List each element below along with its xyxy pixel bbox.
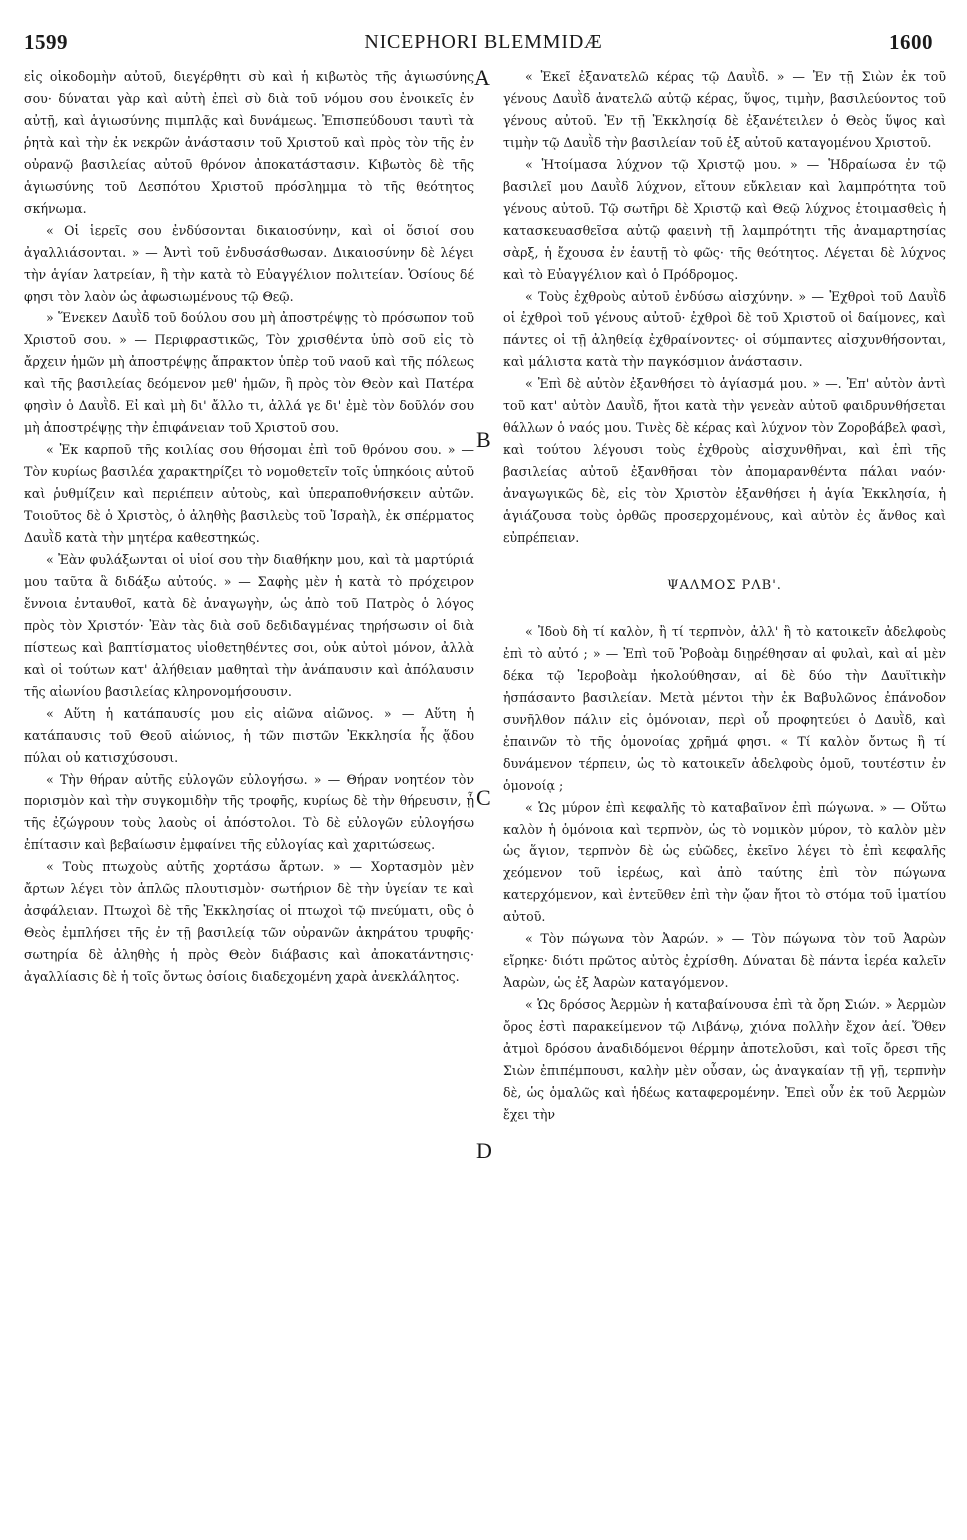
margin-marker-c: C (476, 785, 491, 810)
paragraph: « Ἐκ καρποῦ τῆς κοιλίας σου θήσομαι ἐπὶ τοῦ θρόνου σου. » — Τὸν κυρίως βασιλέα χαρακτηρίζει τὸ νομοθετεῖν τοῖς ὑπηκόοις αὐτοῦ καὶ ῥυθμίζειν καὶ περιέπειν αὐτοὺς, καὶ ὑπεραποθνήσκειν αὐτῶν. Τοιοῦτος δὲ ὁ Χριστὸς, ὁ ἀληθὴς βασιλεὺς τοῦ Ἰσραὴλ, ἐκ σπέρματος Δαυῒδ κατὰ τὴν μητέρα καθεστηκώς. (24, 442, 474, 546)
page-header (0, 0, 967, 62)
paragraph: « Ἐκεῖ ἐξανατελῶ κέρας τῷ Δαυῒδ. » — Ἐν τῇ Σιὼν ἐκ τοῦ γένους Δαυῒδ ἀνατελῶ αὐτῷ κέρας, ὕψος, τιμὴν, βασιλεύοντος τοῦ γένους αὐτοῦ. Ἐν τῇ Ἐκκλησίᾳ δὲ ἐξανέτειλεν ὁ Θεὸς ὕψος καὶ τιμὴν τῷ Δαυῒδ τὴν βασιλείαν τοῦ ἐξ αὐτοῦ καταγομένου Χριστοῦ. (503, 69, 946, 150)
page-number-right: 1600 (889, 30, 933, 54)
margin-marker-a: A (474, 65, 490, 90)
paragraph: « Οἱ ἱερεῖς σου ἐνδύσονται δικαιοσύνην, καὶ οἱ ὅσιοί σου ἀγαλλιάσονται. » — Ἀντὶ τοῦ ἐνδυσάσθωσαν. Δικαιοσύνην δὲ λέγει τὴν ἁγίαν λατρείαν, ἢ τὴν κατὰ τὸ Εὐαγγέλιον πολιτείαν. Ὁσίους δέ φησι τὸν λαὸν ὡς ἀφωσιωμένους τῷ Θεῷ. (24, 222, 474, 304)
paragraph: « Ἐὰν φυλάξωνται οἱ υἱοί σου τὴν διαθήκην μου, καὶ τὰ μαρτύριά μου ταῦτα ἃ διδάξω αὐτούς. » — Σαφὴς μὲν ἡ κατὰ τὸ πρόχειρον ἔννοια ἐνταυθοῖ, κατὰ δὲ ἀναγωγὴν, ὡς ἀπὸ τοῦ Πατρὸς ὁ λόγος πρὸς τὸν Χριστόν· Ἐὰν τὰς διὰ σοῦ δεδιδαγμένας τηρήσωσιν οἱ διὰ πίστεως καὶ βαπτίσματος υἱοθετηθέντες σοι, οὐκ αὐτοὶ μόνον, ἀλλὰ καὶ οἱ τούτων κατ' ἀλήθειαν μαθηταὶ τὴν ἀνάπαυσιν καὶ ἀπόλαυσιν τῆς αἰωνίου βασιλείας κληρονομήσουσιν. (24, 551, 474, 699)
paragraph: « Ἰδοὺ δὴ τί καλὸν, ἢ τί τερπνὸν, ἀλλ' ἢ τὸ κατοικεῖν ἀδελφοὺς ἐπὶ τὸ αὐτό ; » — Ἐπὶ τοῦ Ῥοβοὰμ διῃρέθησαν αἱ φυλαὶ, καὶ αἱ μὲν δέκα τῷ Ἱεροβοὰμ ἠκολούθησαν, αἱ δὲ δύο τὴν Δαυϊτικὴν ἠσπάσαντο βασιλείαν. Μετὰ μέντοι τὴν ἐκ Βαβυλῶνος ἐπάνοδον συνῆλθον πάλιν εἰς ὁμόνοιαν, περὶ οὗ προφητεύει ὁ Δαυῒδ, καὶ ἐπαινῶν τὸ τῆς ὁμονοίας χρῆμά φησι. « Τί καλὸν ὄντως ἢ τί δυνάμενον τέρπειν, ὡς τὸ κατοικεῖν ἀδελφοὺς ὁμοῦ, τουτέστιν ἐν ὁμονοίᾳ ; (503, 623, 946, 793)
paragraph: « Τοὺς πτωχοὺς αὐτῆς χορτάσω ἄρτων. » — Χορτασμὸν μὲν ἄρτων λέγει τὸν ἁπλῶς πλουτισμὸν· σωτήριον δὲ τὴν ὑγείαν τε καὶ ἀσφάλειαν. Πτωχοὶ δὲ τῆς Ἐκκλησίας οἱ πτωχοὶ τῷ πνεύματι, οὓς ὁ Θεὸς ἐμπλήσει τῆς ἐν τῇ βασιλείᾳ τῶν οὐρανῶν ἀκηράτου τρυφῆς· σωτηρία δὲ ἀληθὴς ἡ πρὸς Θεὸν διάβασις καὶ ἀποκατάντησις· ἀγαλλίασις δὲ ἡ τοῖς ὄντως ὁσίοις διαδεχομένη χαρὰ ἀνεκλάλητος. (24, 859, 474, 985)
margin-marker-b: B (476, 427, 491, 452)
right-column (503, 66, 946, 1126)
paragraph: « Ὡς δρόσος Ἀερμὼν ἡ καταβαίνουσα ἐπὶ τὰ ὄρη Σιών. » Ἀερμὼν ὄρος ἐστὶ παρακείμενον τῷ Λιβάνῳ, χιόνα πολλὴν ἔχον ἀεί. Ὅθεν ἀτμοὶ δρόσου ἀναδιδόμενοι θέρμην ἀποτελοῦσι, καὶ τοῖς ὄρεσι τῆς Σιὼν ἐπιπέμπουσι, καλὴν μὲν οὖσαν, ὡς ἀναγκαίαν τῇ γῇ, τερπνὴν δὲ, ὡς ὁμαλῶς καὶ ἡδέως καταφερομένην. Ἐπεὶ οὖν ἐκ τοῦ Ἀερμὼν ἔχει τὴν (503, 997, 946, 1122)
paragraph: « Τὸν πώγωνα τὸν Ἀαρών. » — Τὸν πώγωνα τὸν τοῦ Ἀαρὼν εἴρηκε· διότι πρῶτος αὐτὸς ἐχρίσθη. Δύναται δὲ πάντα ἱερέα καλεῖν Ἀαρὼν, ὡς ἐξ Ἀαρὼν καταγόμενον. (503, 931, 946, 991)
psalm-heading: ΨΑΛΜΟΣ ΡΛΒ'. (667, 577, 782, 593)
paragraph: « Τὴν θήραν αὐτῆς εὐλογῶν εὐλογήσω. » — Θήραν νοητέον τὸν πορισμὸν καὶ τὴν συγκομιδὴν τῆς τροφῆς, κυρίως δὲ τὴν θήρευσιν, ᾗ τῆς ἐζώγρουν τοὺς λαοὺς οἱ ἀπόστολοι. Τὸ δὲ εὐλογῶν εὐλογήσω ἐπίτασιν καὶ βεβαίωσιν ἐμφαίνει τῆς εὐλογίας καὶ χαριτώσεως. (24, 771, 474, 853)
paragraph: « Ἡτοίμασα λύχνον τῷ Χριστῷ μου. » — Ἡδραίωσα ἐν τῷ βασιλεῖ μου Δαυῒδ λύχνον, εἴτουν εὔκλειαν καὶ λαμπρότητα τοῦ γένους αὐτοῦ. Τῷ σωτῆρι δὲ Χριστῷ καὶ Θεῷ λύχνος ἑτοιμασθεὶς ἡ κατασκευασθεῖσα αὐτῷ φαεινὴ τῇ λαμπρότητι τῆς ἀναμαρτησίας σὰρξ, ἡ ἔχουσα ἐν ἑαυτῇ τὸ φῶς· τῆς θεότητος. Λέγεται δὲ λύχνος καὶ τὸ Εὐαγγέλιον καὶ ὁ Πρόδρομος. (503, 156, 946, 282)
paragraph: » Ἕνεκεν Δαυῒδ τοῦ δούλου σου μὴ ἀποστρέψῃς τὸ πρόσωπον τοῦ Χριστοῦ σου. » — Περιφραστικῶς, Τὸν χρισθέντα ὑπὸ σοῦ εἰς τὸ ἄρχειν ἡμῶν μὴ ἀποστρέψῃς ἄπρακτον ὑπὲρ τοῦ ναοῦ καὶ τῆς πόλεως καὶ τῆς βασιλείας δεόμενον μεθ' ἡμῶν, ἢ πρὸς τὸν Θεὸν καὶ Πατέρα φησὶν ὁ Δαυῒδ. Εἰ καὶ μὴ δι' ἄλλο τι, ἀλλά γε δι' ἐμὲ τὸν δοῦλόν σου μὴ ἀποστρέψῃς τὴν ἐπιφάνειαν τοῦ Χριστοῦ σου. (24, 310, 474, 436)
page-number-left: 1599 (24, 30, 68, 54)
paragraph: εἰς οἰκοδομὴν αὐτοῦ, διεγέρθητι σὺ καὶ ἡ κιβωτὸς τῆς ἁγιωσύνης σου· δύναται γὰρ καὶ αὐτὴ ἐπεὶ σὺ διὰ τοῦ νόμου σου ἐνοικεῖς ἐν αὐτῇ, καὶ ἁγιωσύνης πιμπλᾷς καὶ δυνάμεως. Ἐπισπεύδουσι ταυτὶ τὰ ῥητὰ καὶ τὴν ἐκ νεκρῶν ἀνάστασιν τοῦ Χριστοῦ καὶ πρὸς τὸν τῆς ἐν οὐρανῷ βασιλείας αὐτοῦ θρόνον ἀποκατάστασιν. Κιβωτὸς δὲ τῆς ἁγιωσύνης τοῦ Δεσπότου Χριστοῦ πρόσλημμα τὸ τῆς θεότητος σκήνωμα. (24, 69, 474, 216)
running-title: NICEPHORI BLEMMIDÆ (364, 31, 603, 53)
margin-marker-d: D (476, 1138, 492, 1163)
paragraph: « Ἐπὶ δὲ αὐτὸν ἐξανθήσει τὸ ἁγίασμά μου. » —. Ἐπ' αὐτὸν ἀντὶ τοῦ κατ' αὐτὸν Δαυῒδ, ἤτοι κατὰ τὴν γενεὰν αὐτοῦ φαιδρυνθήσεται θάλλων ὁ ναός μου. Τινὲς δὲ κέρας καὶ λύχνον τὸν Ζοροβάβελ φασὶ, καὶ τούτου λέγουσι τοὺς ἐχθροὺς αἰσχυνθῆναι, καὶ ἐπὶ τῆς βασιλείας αὐτοῦ ἐξανθῆσαι τὸν ἀπομαρανθέντα πάλαι ναόν· ἀναγωγικῶς δὲ, εἰς τὸν Χριστὸν ἐξανθήσει ἡ ἁγία Ἐκκλησία, ἡ ἁγιάζουσα τοὺς ὀρθῶς προσερχομένους, καὶ αὐτὸν ἐς ἄνθος καὶ εὐπρέπειαν. (503, 376, 946, 546)
paragraph: « Τοὺς ἐχθροὺς αὐτοῦ ἐνδύσω αἰσχύνην. » — Ἐχθροὶ τοῦ Δαυῒδ οἱ ἐχθροὶ τοῦ γένους αὐτοῦ· ἐχθροὶ δὲ τοῦ Χριστοῦ οἱ δαίμονες, καὶ πάντες οἱ τῇ ἀληθείᾳ ἐχθραίνοντες· οἱ σύμπαντες αἰσχυνθήσονται, καὶ μάλιστα κατὰ τὴν παγκόσμιον ἀνάστασιν. (503, 288, 946, 370)
left-column (24, 66, 474, 988)
paragraph: « Ὡς μύρον ἐπὶ κεφαλῆς τὸ καταβαῖνον ἐπὶ πώγωνα. » — Οὕτω καλὸν ἡ ὁμόνοια καὶ τερπνὸν, ὡς τὸ νομικὸν μύρον, τὸ καλὸν μὲν ὡς ἅγιον, τερπνὸν δὲ ὡς εὐῶδες, ἐκεῖνο λέγει τὸ ἐπὶ κεφαλῆς χεόμενον τοῦ ἱερέως, καὶ ἀπὸ ταύτης ἐπὶ τὸν πώγωνα κατερχόμενον, καὶ ἐντεῦθεν ἐπὶ τὴν ᾤαν ἤτοι τὸ στόμα τοῦ ἱματίου αὐτοῦ. (503, 799, 946, 925)
paragraph: « Αὕτη ἡ κατάπαυσίς μου εἰς αἰῶνα αἰῶνος. » — Αὕτη ἡ κατάπαυσις τοῦ Θεοῦ αἰώνιος, ἡ τῶν πιστῶν Ἐκκλησία ἧς ᾅδου πύλαι οὐ κατισχύσουσι. (24, 705, 474, 765)
